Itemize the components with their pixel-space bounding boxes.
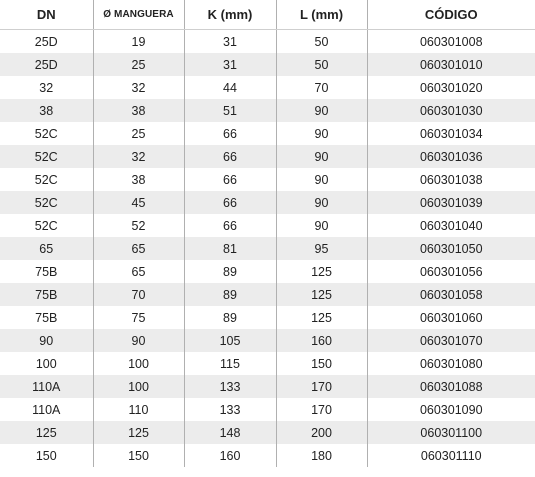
header-hose-diameter: Ø MANGUERA bbox=[93, 0, 184, 30]
cell-dn: 75B bbox=[0, 260, 93, 283]
cell-l-mm: 90 bbox=[276, 99, 367, 122]
table-row bbox=[0, 260, 535, 283]
cell-hose-diameter: 100 bbox=[93, 352, 184, 375]
cell-l-mm: 125 bbox=[276, 260, 367, 283]
cell-code: 060301038 bbox=[367, 168, 535, 191]
cell-code: 060301034 bbox=[367, 122, 535, 145]
cell-code: 060301008 bbox=[367, 30, 535, 54]
cell-l-mm: 170 bbox=[276, 398, 367, 421]
cell-l-mm: 170 bbox=[276, 375, 367, 398]
cell-dn: 25D bbox=[0, 53, 93, 76]
cell-l-mm: 125 bbox=[276, 306, 367, 329]
table-row bbox=[0, 53, 535, 76]
header-k-mm: K (mm) bbox=[184, 0, 276, 30]
cell-code: 060301030 bbox=[367, 99, 535, 122]
cell-k-mm: 89 bbox=[184, 260, 276, 283]
cell-k-mm: 44 bbox=[184, 76, 276, 99]
cell-code: 060301036 bbox=[367, 145, 535, 168]
cell-code: 060301039 bbox=[367, 191, 535, 214]
cell-hose-diameter: 45 bbox=[93, 191, 184, 214]
cell-hose-diameter: 100 bbox=[93, 375, 184, 398]
cell-k-mm: 66 bbox=[184, 214, 276, 237]
cell-dn: 90 bbox=[0, 329, 93, 352]
table-row bbox=[0, 237, 535, 260]
cell-l-mm: 90 bbox=[276, 191, 367, 214]
cell-hose-diameter: 32 bbox=[93, 145, 184, 168]
cell-hose-diameter: 75 bbox=[93, 306, 184, 329]
cell-hose-diameter: 32 bbox=[93, 76, 184, 99]
cell-hose-diameter: 52 bbox=[93, 214, 184, 237]
table-row bbox=[0, 145, 535, 168]
table-header bbox=[0, 0, 535, 30]
cell-k-mm: 66 bbox=[184, 122, 276, 145]
cell-dn: 52C bbox=[0, 214, 93, 237]
cell-dn: 52C bbox=[0, 168, 93, 191]
table-row bbox=[0, 283, 535, 306]
cell-hose-diameter: 90 bbox=[93, 329, 184, 352]
table-row bbox=[0, 191, 535, 214]
cell-k-mm: 66 bbox=[184, 168, 276, 191]
cell-l-mm: 150 bbox=[276, 352, 367, 375]
cell-k-mm: 160 bbox=[184, 444, 276, 467]
cell-dn: 75B bbox=[0, 283, 93, 306]
cell-k-mm: 51 bbox=[184, 99, 276, 122]
table-row bbox=[0, 122, 535, 145]
cell-dn: 52C bbox=[0, 145, 93, 168]
cell-l-mm: 90 bbox=[276, 214, 367, 237]
cell-code: 060301090 bbox=[367, 398, 535, 421]
cell-hose-diameter: 25 bbox=[93, 53, 184, 76]
cell-k-mm: 66 bbox=[184, 191, 276, 214]
cell-hose-diameter: 70 bbox=[93, 283, 184, 306]
cell-l-mm: 90 bbox=[276, 145, 367, 168]
cell-dn: 100 bbox=[0, 352, 93, 375]
table-row bbox=[0, 421, 535, 444]
cell-dn: 32 bbox=[0, 76, 93, 99]
table-row bbox=[0, 375, 535, 398]
cell-code: 060301088 bbox=[367, 375, 535, 398]
cell-l-mm: 90 bbox=[276, 122, 367, 145]
cell-k-mm: 133 bbox=[184, 398, 276, 421]
cell-k-mm: 81 bbox=[184, 237, 276, 260]
cell-k-mm: 89 bbox=[184, 306, 276, 329]
cell-dn: 125 bbox=[0, 421, 93, 444]
cell-code: 060301070 bbox=[367, 329, 535, 352]
cell-code: 060301110 bbox=[367, 444, 535, 467]
cell-l-mm: 50 bbox=[276, 30, 367, 54]
cell-code: 060301056 bbox=[367, 260, 535, 283]
cell-code: 060301060 bbox=[367, 306, 535, 329]
cell-k-mm: 115 bbox=[184, 352, 276, 375]
cell-k-mm: 31 bbox=[184, 53, 276, 76]
cell-hose-diameter: 38 bbox=[93, 168, 184, 191]
header-row bbox=[0, 0, 535, 30]
header-dn: DN bbox=[0, 0, 93, 30]
table-row bbox=[0, 398, 535, 421]
cell-dn: 65 bbox=[0, 237, 93, 260]
cell-l-mm: 180 bbox=[276, 444, 367, 467]
table-body bbox=[0, 30, 535, 468]
cell-l-mm: 200 bbox=[276, 421, 367, 444]
table-row bbox=[0, 306, 535, 329]
cell-hose-diameter: 150 bbox=[93, 444, 184, 467]
cell-dn: 52C bbox=[0, 191, 93, 214]
cell-hose-diameter: 19 bbox=[93, 30, 184, 54]
cell-hose-diameter: 65 bbox=[93, 260, 184, 283]
cell-dn: 110A bbox=[0, 375, 93, 398]
cell-dn: 25D bbox=[0, 30, 93, 54]
cell-dn: 38 bbox=[0, 99, 93, 122]
table-row bbox=[0, 214, 535, 237]
cell-k-mm: 148 bbox=[184, 421, 276, 444]
cell-l-mm: 160 bbox=[276, 329, 367, 352]
table-row bbox=[0, 352, 535, 375]
cell-hose-diameter: 65 bbox=[93, 237, 184, 260]
cell-code: 060301058 bbox=[367, 283, 535, 306]
cell-hose-diameter: 25 bbox=[93, 122, 184, 145]
cell-k-mm: 66 bbox=[184, 145, 276, 168]
header-code: CÓDIGO bbox=[367, 0, 535, 30]
cell-dn: 150 bbox=[0, 444, 93, 467]
table-row bbox=[0, 329, 535, 352]
cell-hose-diameter: 38 bbox=[93, 99, 184, 122]
cell-dn: 52C bbox=[0, 122, 93, 145]
cell-k-mm: 31 bbox=[184, 30, 276, 54]
cell-k-mm: 133 bbox=[184, 375, 276, 398]
cell-hose-diameter: 110 bbox=[93, 398, 184, 421]
cell-k-mm: 89 bbox=[184, 283, 276, 306]
table-row bbox=[0, 168, 535, 191]
cell-l-mm: 125 bbox=[276, 283, 367, 306]
header-l-mm: L (mm) bbox=[276, 0, 367, 30]
cell-dn: 110A bbox=[0, 398, 93, 421]
cell-code: 060301010 bbox=[367, 53, 535, 76]
table-row bbox=[0, 30, 535, 54]
cell-code: 060301100 bbox=[367, 421, 535, 444]
cell-code: 060301020 bbox=[367, 76, 535, 99]
cell-k-mm: 105 bbox=[184, 329, 276, 352]
table-row bbox=[0, 99, 535, 122]
cell-code: 060301040 bbox=[367, 214, 535, 237]
cell-code: 060301080 bbox=[367, 352, 535, 375]
cell-hose-diameter: 125 bbox=[93, 421, 184, 444]
cell-l-mm: 70 bbox=[276, 76, 367, 99]
cell-dn: 75B bbox=[0, 306, 93, 329]
cell-code: 060301050 bbox=[367, 237, 535, 260]
cell-l-mm: 95 bbox=[276, 237, 367, 260]
table-row bbox=[0, 76, 535, 99]
cell-l-mm: 50 bbox=[276, 53, 367, 76]
table-row bbox=[0, 444, 535, 467]
cell-l-mm: 90 bbox=[276, 168, 367, 191]
